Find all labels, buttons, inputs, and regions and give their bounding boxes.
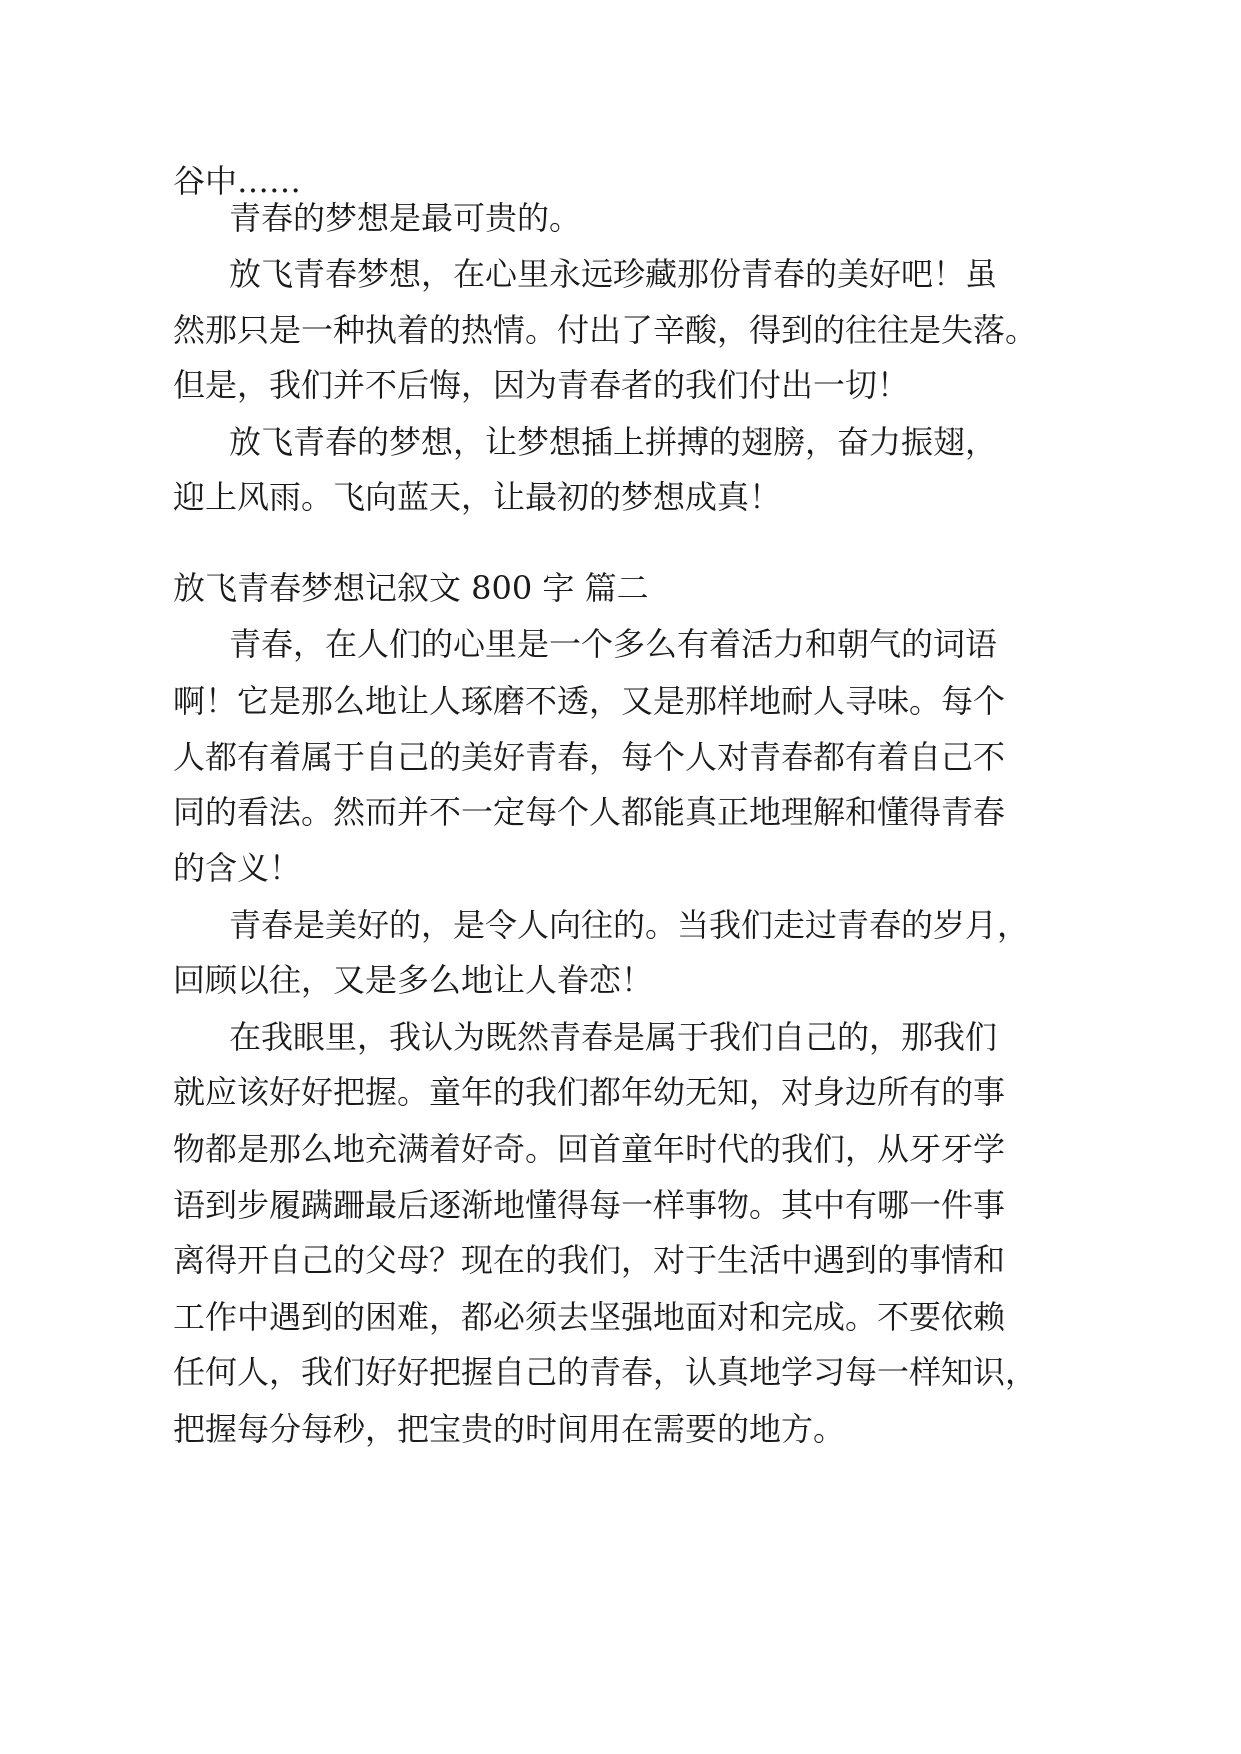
paragraph-line: 然那只是一种执着的热情。付出了辛酸，得到的往往是失落。: [173, 311, 1038, 349]
paragraph-line: 青春是美好的，是令人向往的。当我们走过青春的岁月，: [229, 906, 1030, 944]
paragraph-line: 物都是那么地充满着好奇。回首童年时代的我们，从牙牙学: [173, 1130, 1006, 1168]
paragraph-line: 离得开自己的父母？现在的我们，对于生活中遇到的事情和: [173, 1241, 1006, 1279]
paragraph-line: 在我眼里，我认为既然青春是属于我们自己的，那我们: [229, 1018, 998, 1056]
paragraph-line: 就应该好好把握。童年的我们都年幼无知，对身边所有的事: [173, 1073, 1006, 1111]
paragraph-line: 把握每分每秒，把宝贵的时间用在需要的地方。: [173, 1410, 846, 1448]
paragraph-line: 的含义！: [173, 849, 302, 887]
paragraph-line: 任何人，我们好好把握自己的青春，认真地学习每一样知识，: [173, 1353, 1038, 1391]
paragraph-line: 放飞青春的梦想，让梦想插上拼搏的翅膀，奋力振翅，: [229, 423, 998, 461]
paragraph-line: 迎上风雨。飞向蓝天，让最初的梦想成真！: [173, 478, 782, 516]
paragraph-line: 谷中……: [173, 162, 302, 200]
paragraph-line: 人都有着属于自己的美好青春，每个人对青春都有着自己不: [173, 738, 1006, 776]
paragraph-line: 放飞青春梦想，在心里永远珍藏那份青春的美好吧！虽: [229, 255, 998, 293]
paragraph-line: 回顾以往，又是多么地让人眷恋！: [173, 961, 654, 999]
paragraph-line: 但是，我们并不后悔，因为青春者的我们付出一切！: [173, 366, 910, 404]
paragraph-line: 青春，在人们的心里是一个多么有着活力和朝气的词语: [229, 625, 998, 663]
paragraph-line: 啊！它是那么地让人琢磨不透，又是那样地耐人寻味。每个: [173, 682, 1006, 720]
paragraph-line: 同的看法。然而并不一定每个人都能真正地理解和懂得青春: [173, 793, 1006, 831]
section-heading: 放飞青春梦想记叙文 800 字 篇二: [173, 569, 649, 607]
paragraph-line: 语到步履蹒跚最后逐渐地懂得每一样事物。其中有哪一件事: [173, 1186, 1006, 1224]
paragraph-line: 青春的梦想是最可贵的。: [229, 199, 582, 237]
paragraph-line: 工作中遇到的困难，都必须去坚强地面对和完成。不要依赖: [173, 1298, 1006, 1336]
